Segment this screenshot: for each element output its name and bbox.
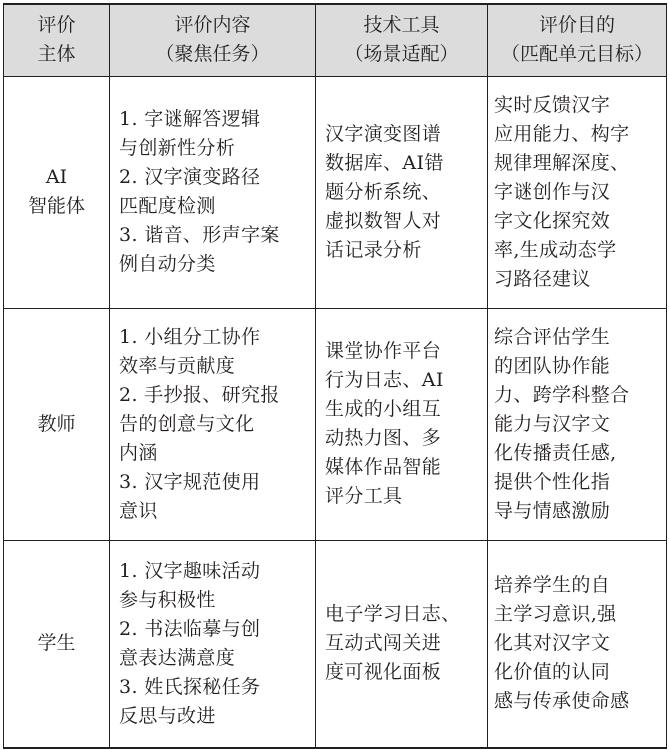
- cell-line: 学生: [37, 632, 76, 655]
- cell-line: 2. 汉字演变路径: [119, 166, 261, 188]
- cell-line: 媒体作品智能: [325, 456, 442, 478]
- cell-line: 与创新性分析: [119, 137, 236, 159]
- cell-line: 综合评估学生: [494, 325, 611, 348]
- cell-line: 率,生成动态学: [494, 238, 617, 261]
- row-purpose: [488, 308, 667, 540]
- cell-line: 习路径建议: [494, 267, 591, 290]
- cell-line: 字谜创作与汉: [494, 180, 611, 203]
- cell-line: 互动式闯关进: [325, 632, 442, 655]
- cell-line: 虚拟数智人对: [325, 209, 442, 232]
- cell-line: 2. 书法临摹与创: [119, 617, 261, 640]
- row-content: [110, 76, 316, 308]
- row-tools: [316, 308, 488, 540]
- cell-line: 化其对汉字文: [494, 632, 611, 655]
- cell-line: 评分工具: [325, 485, 403, 507]
- cell-line: 电子学习日志、: [325, 603, 461, 626]
- table-row-ai: [4, 76, 667, 308]
- cell-line: 3. 姓氏探秘任务: [119, 675, 261, 698]
- table-row-teacher: [4, 308, 667, 540]
- header-line: 技术工具: [363, 14, 440, 37]
- cell-line: 规律理解深度、: [494, 151, 630, 174]
- header-subject: [4, 4, 110, 76]
- header-line: （场景适配）: [344, 43, 459, 66]
- cell-line: 意表达满意度: [119, 646, 236, 669]
- cell-line: 化传播责任感,: [494, 441, 617, 464]
- cell-line: 字文化探究效: [494, 209, 611, 232]
- row-tools: [316, 540, 488, 748]
- cell-line: 化价值的认同: [494, 661, 611, 684]
- cell-line: 反思与改进: [119, 704, 216, 727]
- cell-line: 行为日志、AI: [325, 369, 444, 391]
- cell-line: 导与情感激励: [494, 499, 611, 522]
- cell-line: 1. 字谜解答逻辑: [119, 108, 261, 130]
- table-row-student: [4, 540, 667, 748]
- cell-line: 应用能力、构字: [494, 122, 630, 145]
- cell-line: 课堂协作平台: [325, 340, 442, 362]
- cell-line: 智能体: [27, 195, 85, 217]
- header-purpose: [488, 4, 667, 76]
- cell-line: 的团队协作能: [494, 354, 611, 377]
- cell-line: 匹配度检测: [119, 195, 216, 217]
- header-line: 主体: [37, 43, 76, 66]
- cell-line: 提供个性化指: [494, 470, 611, 493]
- row-subject: [4, 540, 110, 748]
- cell-line: 能力与汉字文: [494, 412, 611, 435]
- row-content: [110, 308, 316, 540]
- evaluation-table: [3, 3, 667, 749]
- cell-line: 感与传承使命感: [494, 690, 630, 713]
- cell-line: 生成的小组互: [325, 398, 442, 420]
- row-purpose: [488, 540, 667, 748]
- cell-line: 力、跨学科整合: [494, 383, 630, 406]
- cell-line: 3. 汉字规范使用: [119, 470, 261, 493]
- cell-line: 3. 谐音、形声字案: [119, 224, 280, 246]
- header-line: 评价内容: [174, 14, 251, 37]
- cell-line: 培养学生的自: [494, 574, 611, 597]
- cell-line: 2. 手抄报、研究报: [119, 383, 280, 406]
- cell-line: 意识: [119, 499, 158, 522]
- cell-line: 度可视化面板: [325, 661, 442, 684]
- cell-line: 1. 汉字趣味活动: [119, 559, 261, 582]
- row-subject: [4, 76, 110, 308]
- cell-line: 1. 小组分工协作: [119, 325, 261, 348]
- cell-line: AI: [45, 166, 68, 188]
- header-row: [4, 4, 667, 76]
- cell-line: 例自动分类: [119, 253, 216, 275]
- row-content: [110, 540, 316, 748]
- cell-line: 效率与贡献度: [119, 354, 236, 377]
- cell-line: 数据库、AI错: [325, 151, 444, 174]
- row-tools: [316, 76, 488, 308]
- row-subject: [4, 308, 110, 540]
- header-line: （匹配单元目标）: [500, 43, 653, 66]
- header-line: 评价目的: [538, 14, 615, 37]
- cell-line: 告的创意与文化: [119, 412, 255, 435]
- cell-line: 实时反馈汉字: [494, 93, 611, 116]
- cell-line: 主学习意识,强: [494, 603, 617, 626]
- cell-line: 参与积极性: [119, 588, 216, 611]
- header-content: [110, 4, 316, 76]
- row-purpose: [488, 76, 667, 308]
- header-line: （聚焦任务）: [155, 43, 270, 66]
- cell-line: 题分析系统、: [325, 180, 442, 203]
- cell-line: 话记录分析: [325, 238, 422, 261]
- cell-line: 教师: [37, 412, 76, 435]
- cell-line: 汉字演变图谱: [325, 122, 442, 145]
- cell-line: 内涵: [119, 441, 158, 464]
- header-tools: [316, 4, 488, 76]
- cell-line: 动热力图、多: [325, 427, 442, 449]
- header-line: 评价: [37, 14, 76, 37]
